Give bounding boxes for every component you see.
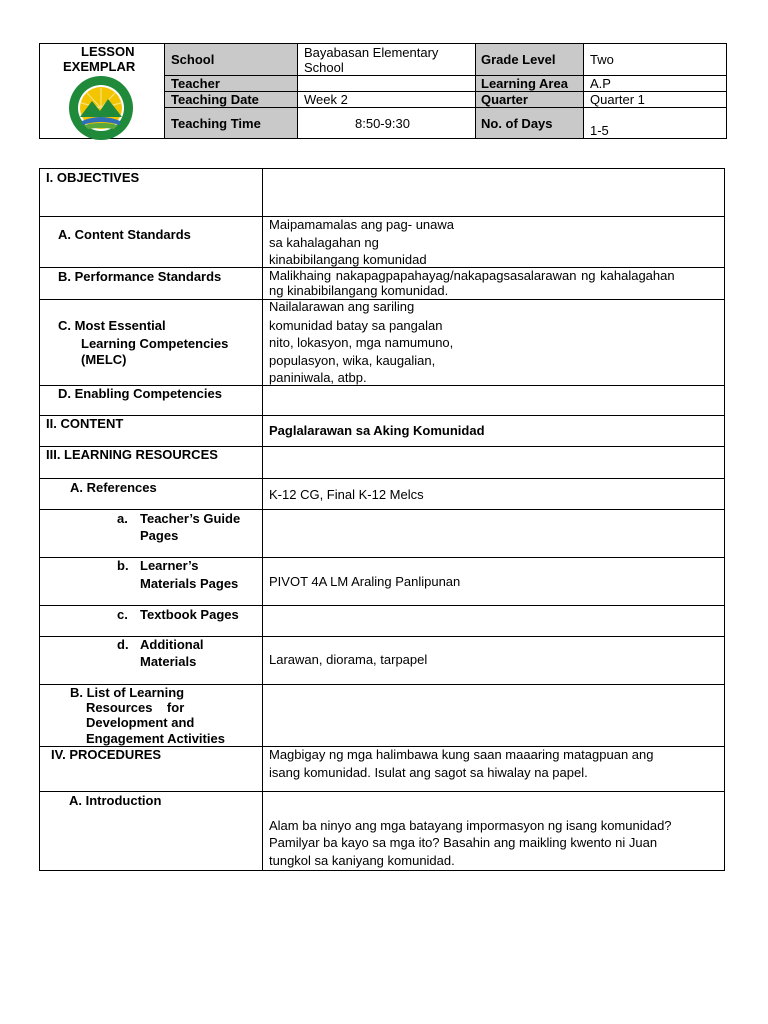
- learning-area-value: A.P: [590, 76, 611, 91]
- learning-area-label: Learning Area: [481, 76, 568, 91]
- school-label: School: [171, 52, 215, 67]
- content-standards-label: A. Content Standards: [58, 227, 191, 242]
- procedures-line: Magbigay ng mga halimbawa kung saan maaaring matagpuan ang: [269, 747, 654, 762]
- enabling-competencies-label: D. Enabling Competencies: [58, 386, 222, 401]
- table-row-divider: [39, 605, 725, 606]
- learners-materials-label: Materials Pages: [140, 576, 239, 591]
- procedures-line: isang komunidad. Isulat ang sagot sa hiwalay na papel.: [269, 765, 588, 780]
- table-row-divider: [39, 415, 725, 416]
- introduction-line: tungkol sa kaniyang komunidad.: [269, 853, 455, 868]
- quarter-value: Quarter 1: [590, 92, 645, 107]
- content-standards-line: kinabibilangang komunidad: [269, 252, 427, 267]
- school-value-line1: Bayabasan Elementary: [304, 45, 439, 60]
- references-label: A. References: [70, 480, 157, 495]
- content-label: II. CONTENT: [46, 416, 124, 431]
- melc-label-line: C. Most Essential: [58, 318, 166, 333]
- no-of-days-value: 1-5: [590, 123, 609, 138]
- introduction-label: A. Introduction: [69, 793, 162, 808]
- melc-label-line: (MELC): [81, 352, 127, 367]
- melc-label-line: Learning Competencies: [81, 336, 229, 351]
- content-value: Paglalarawan sa Aking Komunidad: [269, 423, 485, 438]
- list-resources-label: Resources for: [86, 700, 185, 715]
- table-row-divider: [39, 478, 725, 479]
- procedures-label: IV. PROCEDURES: [51, 747, 162, 762]
- additional-materials-label: Additional: [140, 637, 204, 652]
- teacher-label: Teacher: [171, 76, 220, 91]
- grade-level-label: Grade Level: [481, 52, 556, 67]
- teachers-guide-label: Teacher’s Guide: [140, 511, 241, 526]
- teaching-date-value: Week 2: [304, 92, 348, 107]
- textbook-pages-label: Textbook Pages: [140, 607, 239, 622]
- textbook-pages-marker: c.: [117, 607, 128, 622]
- learning-resources-label: III. LEARNING RESOURCES: [46, 447, 218, 462]
- school-value-line2: School: [304, 60, 344, 75]
- teachers-guide-marker: a.: [117, 511, 128, 526]
- table-column-divider: [262, 168, 263, 871]
- additional-materials-label: Materials: [140, 654, 197, 669]
- learners-materials-marker: b.: [117, 558, 129, 573]
- content-standards-line: sa kahalagahan ng: [269, 235, 379, 250]
- performance-standards-line: Malikhaing nakapagpapahayag/nakapagsasalarawan ng kahalagahan: [269, 268, 675, 283]
- teaching-date-label: Teaching Date: [171, 92, 259, 107]
- performance-standards-line: ng kinabibilangang komunidad.: [269, 283, 449, 298]
- teaching-time-value: 8:50-9:30: [355, 116, 410, 131]
- table-row-divider: [39, 509, 725, 510]
- content-standards-line: Maipamamalas ang pag- unawa: [269, 217, 454, 232]
- quarter-label: Quarter: [481, 92, 528, 107]
- additional-materials-marker: d.: [117, 637, 129, 652]
- melc-line: nito, lokasyon, mga namumuno,: [269, 335, 454, 350]
- melc-line: populasyon, wika, kaugalian,: [269, 353, 436, 368]
- objectives-label: I. OBJECTIVES: [46, 170, 140, 185]
- melc-line: Nailalarawan ang sariling: [269, 299, 415, 314]
- introduction-line: Alam ba ninyo ang mga batayang impormasyon ng isang komunidad?: [269, 818, 672, 833]
- melc-line: paniniwala, atbp.: [269, 370, 367, 385]
- introduction-line: Pamilyar ba kayo sa mga ito? Basahin ang maikling kwento ni Juan: [269, 835, 658, 850]
- teaching-time-label: Teaching Time: [171, 116, 261, 131]
- melc-line: komunidad batay sa pangalan: [269, 318, 443, 333]
- table-row-divider: [39, 791, 725, 792]
- lesson-title-line2: EXEMPLAR: [63, 59, 136, 74]
- learners-materials-value: PIVOT 4A LM Araling Panlipunan: [269, 574, 461, 589]
- list-resources-label: B. List of Learning: [70, 685, 185, 700]
- grade-level-value: Two: [590, 52, 614, 67]
- header-divider: [164, 75, 727, 76]
- no-of-days-label: No. of Days: [481, 116, 553, 131]
- lesson-title-line1: LESSON: [81, 44, 135, 59]
- header-divider: [164, 107, 727, 108]
- performance-standards-label: B. Performance Standards: [58, 269, 222, 284]
- additional-materials-value: Larawan, diorama, tarpapel: [269, 652, 428, 667]
- learners-materials-label: Learner’s: [140, 558, 199, 573]
- references-value: K-12 CG, Final K-12 Melcs: [269, 487, 424, 502]
- list-resources-label: Development and: [86, 715, 195, 730]
- school-logo: [68, 75, 134, 141]
- teachers-guide-label: Pages: [140, 528, 179, 543]
- list-resources-label: Engagement Activities: [86, 731, 225, 746]
